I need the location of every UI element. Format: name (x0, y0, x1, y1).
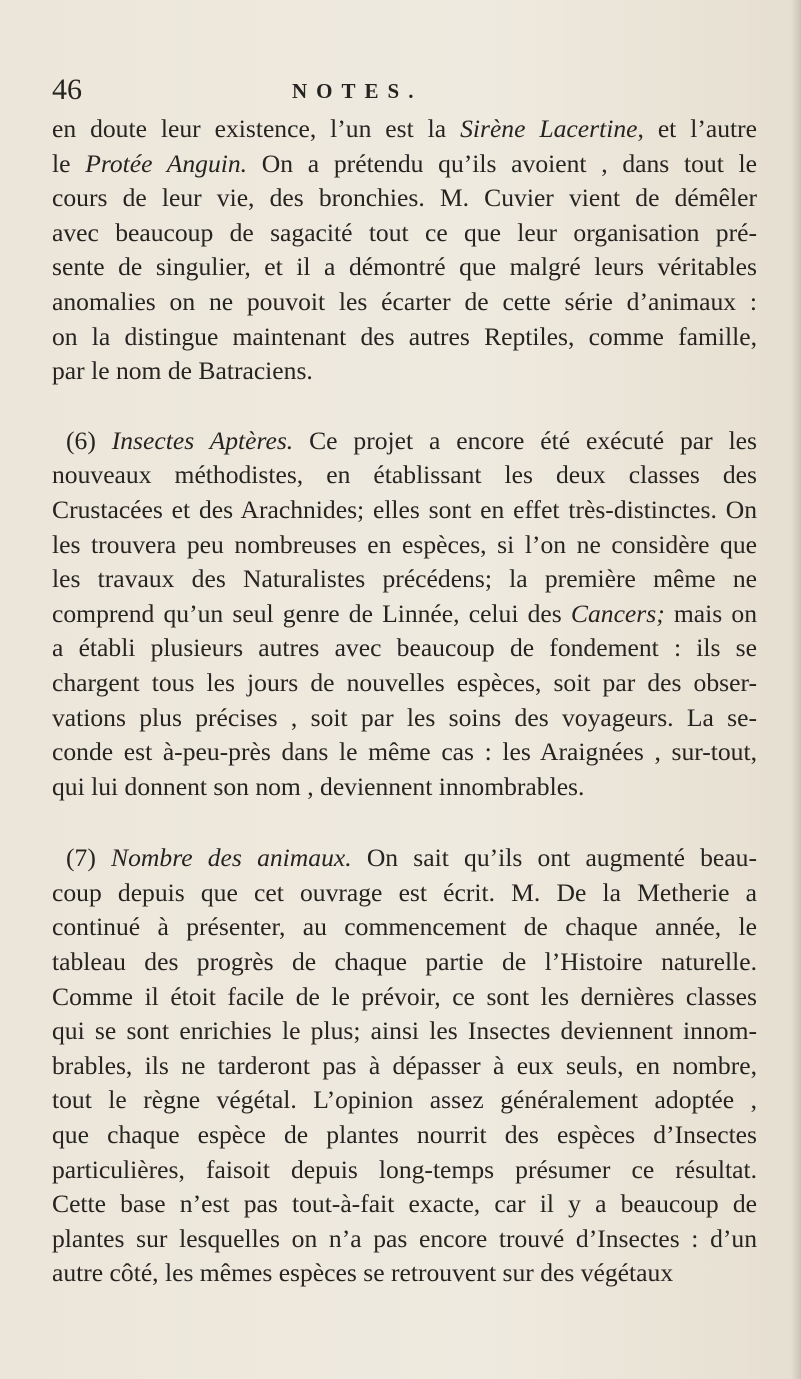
text-line (52, 250, 757, 285)
text-run: Cette base n’est pas tout-à-fait exacte, car il y a beaucoup de (52, 1189, 757, 1219)
text-line (52, 876, 757, 911)
italic-term: Protée Anguin. (85, 148, 248, 178)
text-run: continué à présenter, au commencement de chaque année, le (52, 912, 757, 942)
italic-term: Nombre des animaux. (111, 843, 352, 873)
italic-term: Insectes Aptères. (111, 425, 294, 455)
text-run: a établi plusieurs autres avec beaucoup de fondement : ils se (52, 633, 757, 663)
text-run: avec beaucoup de sagacité tout ce que leur organisation pré- (52, 217, 757, 247)
text-line (52, 841, 757, 876)
text-line (52, 1222, 757, 1257)
text-line (52, 320, 757, 355)
text-run: les travaux des Naturalistes précédens; la première même ne (52, 564, 757, 594)
text-line (52, 701, 757, 736)
text-line (52, 1118, 757, 1153)
text-run: que chaque espèce de plantes nourrit des espèces d’Insectes (52, 1120, 757, 1150)
text-run: On a prétendu qu’ils avoient , dans tout le (247, 148, 757, 178)
text-run: , et l’autre (637, 114, 757, 143)
text-run: autre côté, les mêmes espèces se retrouvent sur des végétaux (52, 1258, 674, 1288)
text-line (52, 112, 757, 147)
text-line (52, 562, 757, 597)
text-line (52, 147, 757, 182)
text-run: nouveaux méthodistes, en établissant les deux classes des (52, 460, 757, 490)
italic-term: Cancers; (570, 598, 665, 628)
text-run: sente de singulier, et il a démontré que malgré leurs véritables (52, 252, 757, 282)
text-line (52, 597, 757, 632)
text-line (52, 1083, 757, 1118)
body-text (52, 112, 757, 1291)
text-run: plantes sur lesquelles on n’a pas encore trouvé d’Insectes : d’un (52, 1223, 757, 1253)
text-run: chargent tous les jours de nouvelles espèces, soit par des obser- (52, 667, 757, 697)
text-line (52, 666, 757, 701)
page-edge-shadow (791, 0, 801, 1379)
page-header (52, 72, 752, 108)
text-line (52, 181, 757, 216)
text-run: brables, ils ne tarderont pas à dépasser à eux seuls, en nombre, (52, 1050, 757, 1080)
text-line (52, 528, 757, 563)
text-line (52, 631, 757, 666)
text-run: mais on (664, 598, 757, 628)
page-number: 46 (52, 73, 82, 106)
text-line (52, 1187, 757, 1222)
text-run: les trouvera peu nombreuses en espèces, si l’on ne considère que (52, 529, 757, 559)
text-run: conde est à-peu-près dans le même cas : les Araignées , sur-tout, (52, 737, 757, 767)
italic-term: Sirène Lacertine (460, 114, 638, 143)
text-line (52, 980, 757, 1015)
running-head: NOTES. (292, 79, 423, 103)
text-run: Comme il étoit facile de le prévoir, ce sont les dernières classes (52, 981, 757, 1011)
text-run: (6) (66, 425, 112, 455)
text-run: anomalies on ne pouvoit les écarter de cette série d’animaux : (52, 286, 757, 316)
text-line (52, 1014, 757, 1049)
paragraph-note-6 (52, 424, 757, 805)
text-run: qui lui donnent son nom , deviennent innombrables. (52, 771, 585, 801)
text-line (52, 945, 757, 980)
text-run: on la distingue maintenant des autres Reptiles, comme famille, (52, 321, 757, 351)
text-line (52, 1256, 757, 1291)
text-line (52, 735, 757, 770)
text-run: On sait qu’ils ont augmenté beau- (351, 843, 757, 873)
text-run: coup depuis que cet ouvrage est écrit. M. De la Metherie a (52, 877, 757, 907)
text-run: le (52, 148, 86, 178)
text-line (52, 216, 757, 251)
text-line (52, 285, 757, 320)
text-line (52, 493, 757, 528)
text-run: cours de leur vie, des bronchies. M. Cuvier vient de démêler (52, 183, 757, 213)
text-line (52, 1153, 757, 1188)
text-line (52, 1049, 757, 1084)
text-line (52, 424, 757, 459)
text-run: particulières, faisoit depuis long-temps présumer ce résultat. (52, 1154, 757, 1184)
text-line (52, 770, 757, 805)
paragraph-continuation (52, 112, 757, 389)
text-run: qui se sont enrichies le plus; ainsi les Insectes deviennent innom- (52, 1016, 757, 1046)
text-line (52, 354, 757, 389)
text-run: tout le règne végétal. L’opinion assez généralement adoptée , (52, 1085, 757, 1115)
text-run: par le nom de Batraciens. (52, 356, 313, 386)
paragraph-note-7 (52, 841, 757, 1291)
text-line (52, 458, 757, 493)
text-run: (7) (66, 843, 112, 873)
text-run: en doute leur existence, l’un est la (52, 114, 461, 143)
text-line (52, 910, 757, 945)
text-run: Crustacées et des Arachnides; elles sont en effet très-distinctes. On (52, 494, 757, 524)
text-run: tableau des progrès de chaque partie de l’Histoire naturelle. (52, 947, 757, 977)
text-run: vations plus précises , soit par les soins des voyageurs. La se- (52, 702, 757, 732)
text-run: comprend qu’un seul genre de Linnée, celui des (52, 598, 571, 628)
text-run: Ce projet a encore été exécuté par les (293, 425, 757, 455)
